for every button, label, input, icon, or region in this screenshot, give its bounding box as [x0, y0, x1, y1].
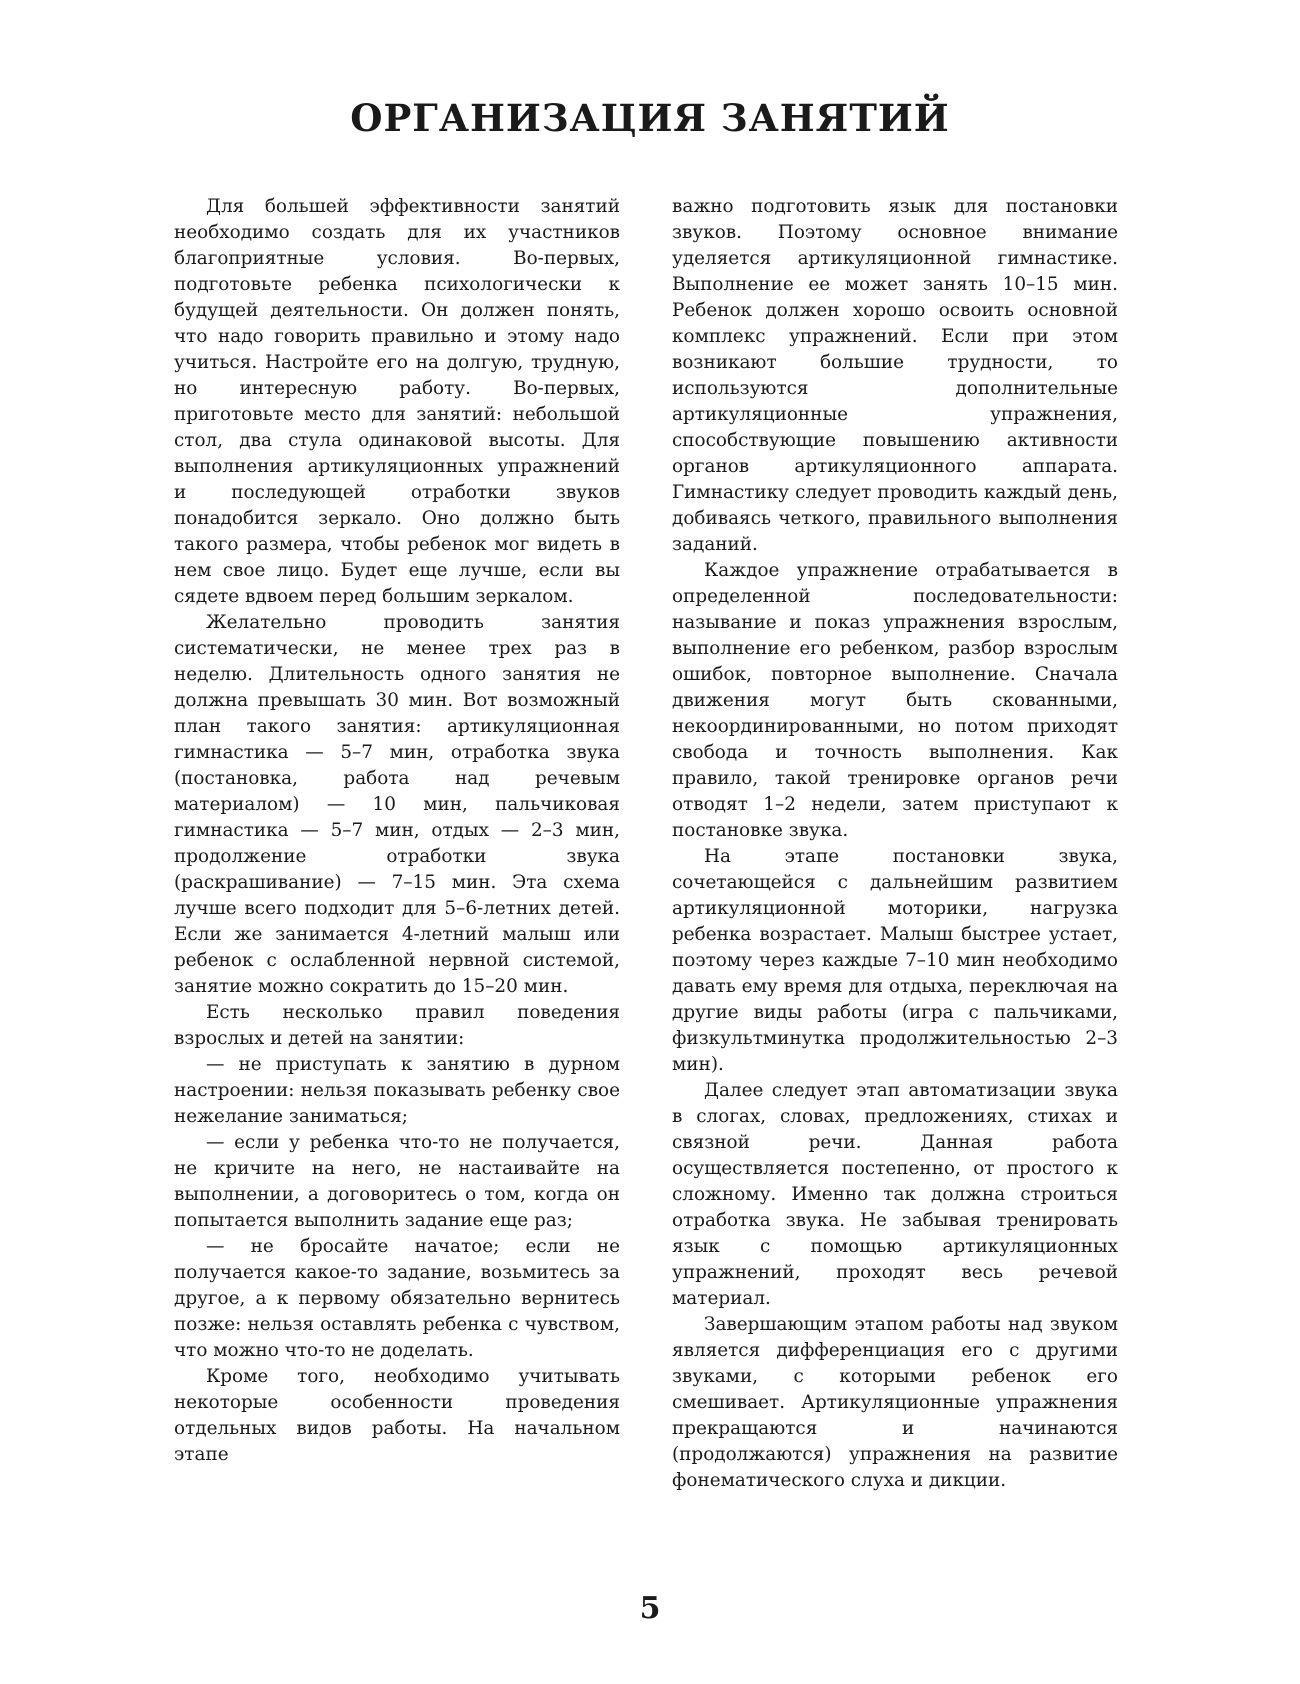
paragraph: На этапе постановки звука, сочетающейся с дальнейшим развитием артикуляционной моторики, нагрузка ребенка возрастает. Малыш быстрее устает, поэтому через каждые 7–10 мин необходимо давать ему время для отдыха, переключая на другие виды работы (игра с пальчиками, физкультминутка продолжительностью 2–3 мин). [672, 846, 1118, 1075]
rule-item: — если у ребенка что-то не получается, не кричите на него, не настаивайте на выполнении, а договоритесь о том, когда он попытается выполнить задание еще раз; [174, 1132, 620, 1231]
page-number: 5 [639, 1591, 661, 1626]
paragraph: Далее следует этап автоматизации звука в слогах, словах, предложениях, стихах и связной речи. Данная работа осуществляется постепенно, от простого к сложному. Именно так должна строиться отработка звука. Не забывая тренировать язык с помощью артикуляционных упражнений, проходят весь речевой материал. [672, 1080, 1118, 1309]
paragraph-continuation: важно подготовить язык для постановки звуков. Поэтому основное внимание уделяется артикуляционной гимнастике. Выполнение ее может занять 10–15 мин. Ребенок должен хорошо освоить основной комплекс упражнений. Если при этом возникают большие трудности, то используются дополнительные артикуляционные упражнения, способствующие повышению активности органов артикуляционного аппарата. Гимнастику следует проводить каждый день, добиваясь четкого, правильного выполнения заданий. [672, 196, 1118, 555]
text-column-right [672, 194, 1118, 1494]
text-column-left [174, 194, 620, 1468]
paragraph: Каждое упражнение отрабатывается в определенной последовательности: называние и показ упражнения взрослым, выполнение его ребенком, разбор взрослым ошибок, повторное выполнение. Сначала движения могут быть скованными, некоординированными, но потом приходят свобода и точность выполнения. Как правило, такой тренировке органов речи отводят 1–2 недели, затем приступают к постановке звука. [672, 560, 1118, 841]
paragraph: Для большей эффективности занятий необходимо создать для их участников благоприятные условия. Во-первых, подготовьте ребенка психологически к будущей деятельности. Он должен понять, что надо говорить правильно и этому надо учиться. Настройте его на долгую, трудную, но интересную работу. Во-первых, приготовьте место для занятий: небольшой стол, два стула одинаковой высоты. Для выполнения артикуляционных упражнений и последующей отработки звуков понадобится зеркало. Оно должно быть такого размера, чтобы ребенок мог видеть в нем свое лицо. Будет еще лучше, если вы сядете вдвоем перед большим зеркалом. [174, 196, 620, 607]
paragraph: Завершающим этапом работы над звуком является дифференциация его с другими звуками, с которыми ребенок его смешивает. Артикуляционные упражнения прекращаются и начинаются (продолжаются) упражнения на развитие фонематического слуха и дикции. [672, 1314, 1118, 1491]
rule-item: — не приступать к занятию в дурном настроении: нельзя показывать ребенку свое нежелание заниматься; [174, 1054, 620, 1127]
paragraph: Кроме того, необходимо учитывать некоторые особенности проведения отдельных видов работы. На начальном этапе [174, 1366, 620, 1465]
page-title: ОРГАНИЗАЦИЯ ЗАНЯТИЙ [350, 96, 950, 140]
rule-item: — не бросайте начатое; если не получается какое-то задание, возьмитесь за другое, а к первому обязательно вернитесь позже: нельзя оставлять ребенка с чувством, что можно что-то не доделать. [174, 1236, 620, 1361]
paragraph: Желательно проводить занятия систематически, не менее трех раз в неделю. Длительность одного занятия не должна превышать 30 мин. Вот возможный план такого занятия: артикуляционная гимнастика — 5–7 мин, отработка звука (постановка, работа над речевым материалом) — 10 мин, пальчиковая гимнастика — 5–7 мин, отдых — 2–3 мин, продолжение отработки звука (раскрашивание) — 7–15 мин. Эта схема лучше всего подходит для 5–6-летних детей. Если же занимается 4-летний малыш или ребенок с ослабленной нервной системой, занятие можно сократить до 15–20 мин. [174, 612, 620, 997]
paragraph: Есть несколько правил поведения взрослых и детей на занятии: [174, 1002, 620, 1049]
